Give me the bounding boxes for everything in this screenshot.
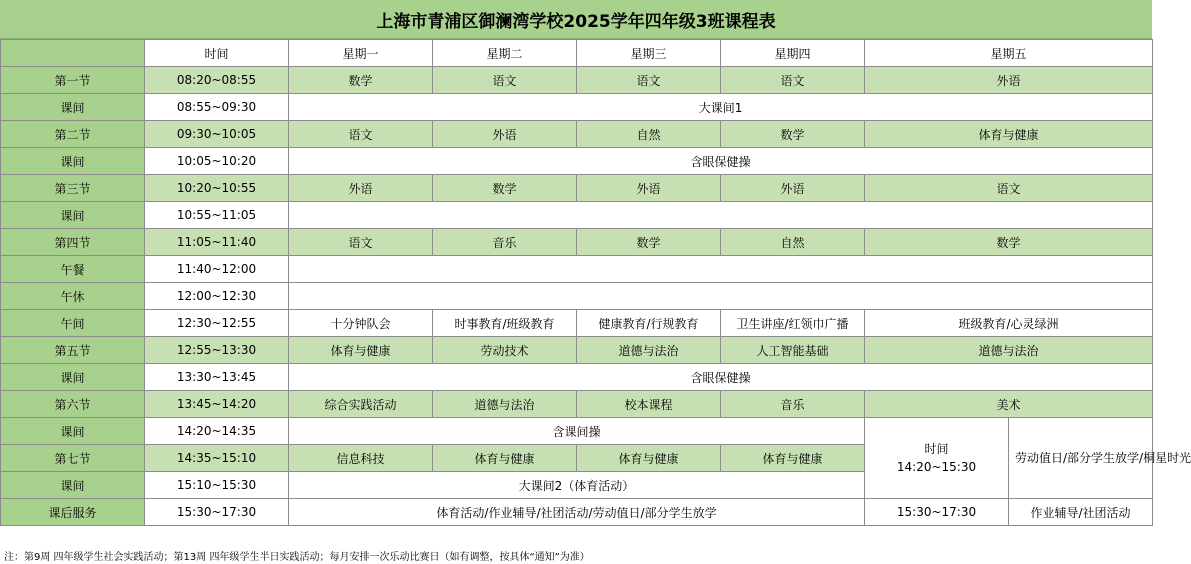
row-time: 10:20~10:55	[145, 175, 289, 202]
cell-wed: 外语	[577, 175, 721, 202]
span-cell	[289, 202, 1153, 229]
table-row	[1, 337, 1153, 364]
row-time: 08:55~09:30	[145, 94, 289, 121]
cell-tue: 音乐	[433, 229, 577, 256]
row-time: 10:05~10:20	[145, 148, 289, 175]
row-time: 13:45~14:20	[145, 391, 289, 418]
row-time: 11:05~11:40	[145, 229, 289, 256]
span-cell: 大课间2（体育活动）	[289, 472, 865, 499]
row-label: 第三节	[1, 175, 145, 202]
cell-thu: 自然	[721, 229, 865, 256]
header-mon: 星期一	[289, 40, 433, 67]
cell-thu: 体育与健康	[721, 445, 865, 472]
header-thu: 星期四	[721, 40, 865, 67]
row-label: 第一节	[1, 67, 145, 94]
span-cell: 体育活动/作业辅导/社团活动/劳动值日/部分学生放学	[289, 499, 865, 526]
table-row	[1, 310, 1153, 337]
cell-mon: 语文	[289, 229, 433, 256]
cell-thu: 语文	[721, 67, 865, 94]
cell-mon: 体育与健康	[289, 337, 433, 364]
cell-wed: 语文	[577, 67, 721, 94]
row-label: 午餐	[1, 256, 145, 283]
table-row	[1, 67, 1153, 94]
table-row	[1, 148, 1153, 175]
row-label: 第六节	[1, 391, 145, 418]
cell-thu: 音乐	[721, 391, 865, 418]
cell-wed: 道德与法治	[577, 337, 721, 364]
table-row	[1, 94, 1153, 121]
cell-wed: 校本课程	[577, 391, 721, 418]
cell-mon: 综合实践活动	[289, 391, 433, 418]
table-row	[1, 175, 1153, 202]
cell-fri: 语文	[865, 175, 1153, 202]
cell-tue: 数学	[433, 175, 577, 202]
row-label: 课后服务	[1, 499, 145, 526]
table-row	[1, 418, 1153, 445]
cell-fri: 外语	[865, 67, 1153, 94]
cell-thu: 外语	[721, 175, 865, 202]
table-row	[1, 364, 1153, 391]
cell-fri: 体育与健康	[865, 121, 1153, 148]
cell-fri: 美术	[865, 391, 1153, 418]
span-cell: 大课间1	[289, 94, 1153, 121]
cell-wed: 数学	[577, 229, 721, 256]
table-row	[1, 229, 1153, 256]
cell-tue: 外语	[433, 121, 577, 148]
span-cell	[289, 256, 1153, 283]
table-row	[1, 256, 1153, 283]
row-label: 课间	[1, 148, 145, 175]
cell-mon: 外语	[289, 175, 433, 202]
row-label: 课间	[1, 418, 145, 445]
cell-wed: 体育与健康	[577, 445, 721, 472]
span-cell	[289, 283, 1153, 310]
cell-tue: 道德与法治	[433, 391, 577, 418]
friday-time-label: 时间	[924, 442, 949, 456]
cell-mon: 语文	[289, 121, 433, 148]
row-label: 课间	[1, 364, 145, 391]
row-time: 12:00~12:30	[145, 283, 289, 310]
cell-tue: 时事教育/班级教育	[433, 310, 577, 337]
row-label: 第二节	[1, 121, 145, 148]
cell-wed: 健康教育/行规教育	[577, 310, 721, 337]
friday-after-text: 作业辅导/社团活动	[1009, 499, 1153, 526]
row-time: 15:30~17:30	[145, 499, 289, 526]
table-row	[1, 121, 1153, 148]
schedule-table	[0, 39, 1191, 526]
span-cell: 含眼保健操	[289, 148, 1153, 175]
row-time: 11:40~12:00	[145, 256, 289, 283]
row-label: 午休	[1, 283, 145, 310]
header-time: 时间	[145, 40, 289, 67]
header-wed: 星期三	[577, 40, 721, 67]
cell-mon: 信息科技	[289, 445, 433, 472]
row-label: 课间	[1, 202, 145, 229]
cell-tue: 劳动技术	[433, 337, 577, 364]
table-row	[1, 283, 1153, 310]
row-time: 08:20~08:55	[145, 67, 289, 94]
cell-tue: 体育与健康	[433, 445, 577, 472]
row-label: 第四节	[1, 229, 145, 256]
friday-time-value: 14:20~15:30	[896, 460, 977, 474]
span-cell: 含眼保健操	[289, 364, 1153, 391]
friday-activity-block: 劳动值日/部分学生放学/桐星时光	[1009, 418, 1153, 499]
page-title: 上海市青浦区御澜湾学校2025学年四年级3班课程表	[0, 0, 1152, 39]
row-label: 第五节	[1, 337, 145, 364]
cell-fri: 道德与法治	[865, 337, 1153, 364]
header-fri: 星期五	[865, 40, 1153, 67]
cell-mon: 十分钟队会	[289, 310, 433, 337]
header-row	[1, 40, 1153, 67]
row-label: 第七节	[1, 445, 145, 472]
cell-thu: 数学	[721, 121, 865, 148]
row-label: 午间	[1, 310, 145, 337]
cell-fri: 班级教育/心灵绿洲	[865, 310, 1153, 337]
cell-wed: 自然	[577, 121, 721, 148]
span-cell: 含课间操	[289, 418, 865, 445]
table-row	[1, 202, 1153, 229]
friday-time-block	[865, 418, 1009, 499]
row-label: 课间	[1, 472, 145, 499]
cell-thu: 卫生讲座/红领巾广播	[721, 310, 865, 337]
table-row	[1, 391, 1153, 418]
row-time: 12:55~13:30	[145, 337, 289, 364]
row-time: 15:10~15:30	[145, 472, 289, 499]
header-corner	[1, 40, 145, 67]
cell-fri: 数学	[865, 229, 1153, 256]
header-tue: 星期二	[433, 40, 577, 67]
cell-mon: 数学	[289, 67, 433, 94]
row-time: 10:55~11:05	[145, 202, 289, 229]
friday-after-time: 15:30~17:30	[865, 499, 1009, 526]
cell-tue: 语文	[433, 67, 577, 94]
row-time: 09:30~10:05	[145, 121, 289, 148]
cell-thu: 人工智能基础	[721, 337, 865, 364]
row-time: 14:35~15:10	[145, 445, 289, 472]
row-time: 12:30~12:55	[145, 310, 289, 337]
row-time: 13:30~13:45	[145, 364, 289, 391]
row-label: 课间	[1, 94, 145, 121]
footnote: 注：第9周 四年级学生社会实践活动；第13周 四年级学生半日实践活动；每月安排一次乐动比赛日（如有调整，按具体“通知”为准）	[4, 552, 590, 563]
table-row	[1, 499, 1153, 526]
row-time: 14:20~14:35	[145, 418, 289, 445]
